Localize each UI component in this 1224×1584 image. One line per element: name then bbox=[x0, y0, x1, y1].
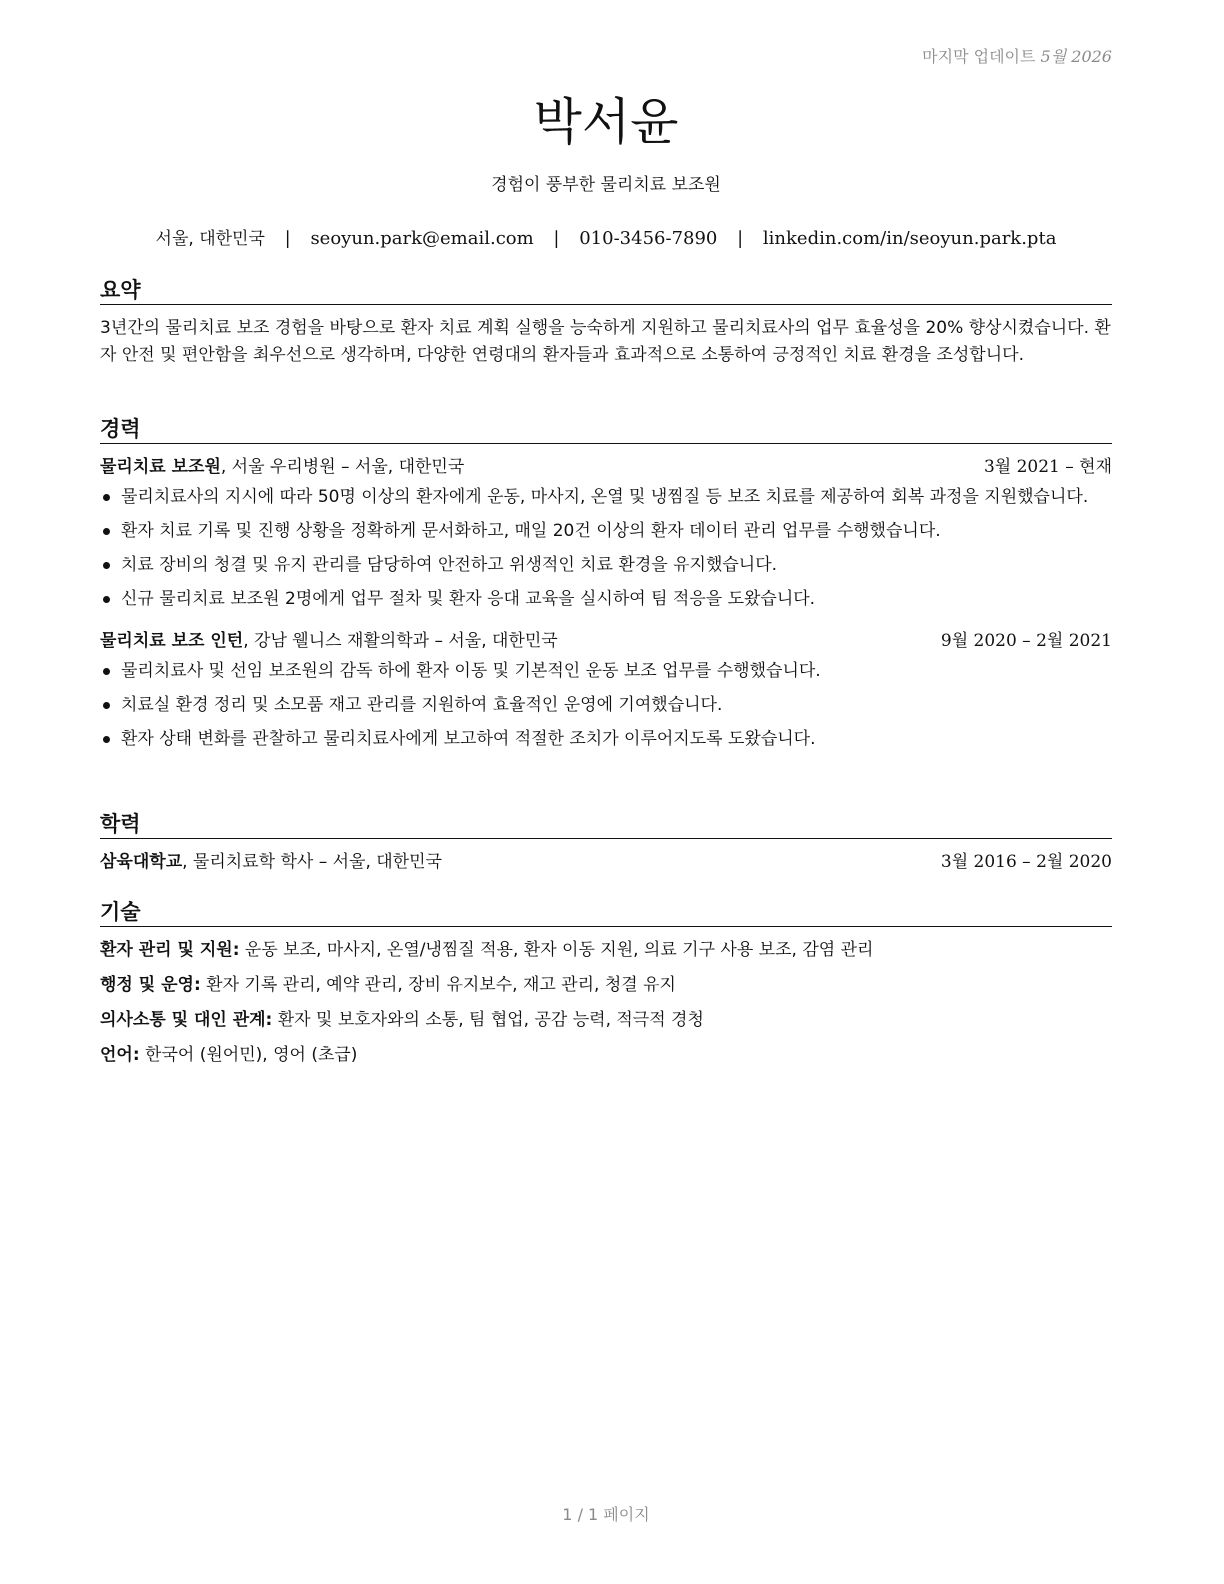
education-detail: , 물리치료학 학사 – 서울, 대한민국 bbox=[182, 852, 442, 872]
job-bullet: 치료실 환경 정리 및 소모품 재고 관리를 지원하여 효율적인 운영에 기여했습니다. bbox=[100, 692, 1112, 718]
skills-section bbox=[100, 899, 1112, 1077]
job-org: , 서울 우리병원 – 서울, 대한민국 bbox=[220, 457, 465, 477]
skill-row bbox=[100, 1042, 1112, 1068]
summary-section bbox=[100, 277, 1112, 369]
contact-separator: | bbox=[284, 228, 291, 249]
candidate-name: 박서윤 bbox=[533, 93, 679, 151]
experience-section bbox=[100, 416, 1112, 760]
job-bullet: 물리치료사의 지시에 따라 50명 이상의 환자에게 운동, 마사지, 온열 및 냉찜질 등 보조 치료를 제공하여 회복 과정을 지원했습니다. bbox=[100, 484, 1112, 510]
job-bullets bbox=[100, 658, 1112, 752]
skill-value: 운동 보조, 마사지, 온열/냉찜질 적용, 환자 이동 지원, 의료 기구 사용 보조, 감염 관리 bbox=[239, 940, 874, 960]
contact-separator: | bbox=[553, 228, 560, 249]
job-bullet: 물리치료사 및 선임 보조원의 감독 하에 환자 이동 및 기본적인 운동 보조 업무를 수행했습니다. bbox=[100, 658, 1112, 684]
skill-label: 의사소통 및 대인 관계: bbox=[100, 1010, 273, 1030]
skill-label: 언어: bbox=[100, 1045, 140, 1065]
job-header bbox=[100, 454, 1112, 480]
skill-row bbox=[100, 1007, 1112, 1033]
skill-row bbox=[100, 972, 1112, 998]
contact-linkedin[interactable]: linkedin.com/in/seoyun.park.pta bbox=[762, 228, 1057, 249]
last-updated bbox=[922, 44, 1112, 67]
skill-label: 행정 및 운영: bbox=[100, 975, 201, 995]
contact-phone: 010-3456-7890 bbox=[579, 228, 718, 249]
job-title: 물리치료 보조원 bbox=[100, 457, 221, 477]
last-updated-date: 5월 2026 bbox=[1040, 47, 1112, 66]
candidate-subtitle: 경험이 풍부한 물리치료 보조원 bbox=[491, 175, 721, 195]
skills-heading: 기술 bbox=[100, 899, 1112, 927]
education-entry bbox=[100, 849, 1112, 875]
last-updated-label: 마지막 업데이트 bbox=[922, 47, 1036, 66]
education-heading: 학력 bbox=[100, 811, 1112, 839]
education-line bbox=[100, 849, 442, 875]
job-entry bbox=[100, 454, 1112, 612]
job-entry bbox=[100, 628, 1112, 752]
job-bullets bbox=[100, 484, 1112, 612]
experience-heading: 경력 bbox=[100, 416, 1112, 444]
job-dates: 9월 2020 – 2월 2021 bbox=[940, 631, 1112, 651]
contact-line bbox=[100, 224, 1112, 249]
skill-row bbox=[100, 937, 1112, 963]
job-bullet: 치료 장비의 청결 및 유지 관리를 담당하여 안전하고 위생적인 치료 환경을 유지했습니다. bbox=[100, 552, 1112, 578]
summary-text: 3년간의 물리치료 보조 경험을 바탕으로 환자 치료 계획 실행을 능숙하게 지원하고 물리치료사의 업무 효율성을 20% 향상시켰습니다. 환자 안전 및 편안함을 최우선으로 생각하며, 다양한 연령대의 환자들과 효과적으로 소통하여 긍정적인 치료 환경을 조성합니다. bbox=[100, 318, 1111, 365]
education-school: 삼육대학교 bbox=[100, 852, 183, 872]
contact-separator: | bbox=[737, 228, 744, 249]
job-title-line bbox=[100, 454, 464, 480]
resume-page bbox=[100, 0, 1112, 1584]
job-dates: 3월 2021 – 현재 bbox=[983, 457, 1112, 477]
job-title-line bbox=[100, 628, 558, 654]
job-header bbox=[100, 628, 1112, 654]
skill-value: 한국어 (원어민), 영어 (초급) bbox=[139, 1045, 358, 1065]
education-section bbox=[100, 811, 1112, 875]
education-dates: 3월 2016 – 2월 2020 bbox=[940, 852, 1112, 872]
skill-value: 환자 및 보호자와의 소통, 팀 협업, 공감 능력, 적극적 경청 bbox=[272, 1010, 704, 1030]
job-title: 물리치료 보조 인턴 bbox=[100, 631, 244, 651]
skill-label: 환자 관리 및 지원: bbox=[100, 940, 240, 960]
job-bullet: 환자 상태 변화를 관찰하고 물리치료사에게 보고하여 적절한 조치가 이루어지도록 도왔습니다. bbox=[100, 726, 1112, 752]
page-number: 1 / 1 페이지 bbox=[562, 1505, 650, 1524]
summary-heading: 요약 bbox=[100, 277, 1112, 305]
job-bullet: 신규 물리치료 보조원 2명에게 업무 절차 및 환자 응대 교육을 실시하여 팀 적응을 도왔습니다. bbox=[100, 586, 1112, 612]
job-bullet: 환자 치료 기록 및 진행 상황을 정확하게 문서화하고, 매일 20건 이상의 환자 데이터 관리 업무를 수행했습니다. bbox=[100, 518, 1112, 544]
skill-value: 환자 기록 관리, 예약 관리, 장비 유지보수, 재고 관리, 청결 유지 bbox=[200, 975, 676, 995]
contact-email[interactable]: seoyun.park@email.com bbox=[310, 228, 534, 249]
contact-location: 서울, 대한민국 bbox=[155, 229, 265, 249]
job-org: , 강남 웰니스 재활의학과 – 서울, 대한민국 bbox=[243, 631, 558, 651]
